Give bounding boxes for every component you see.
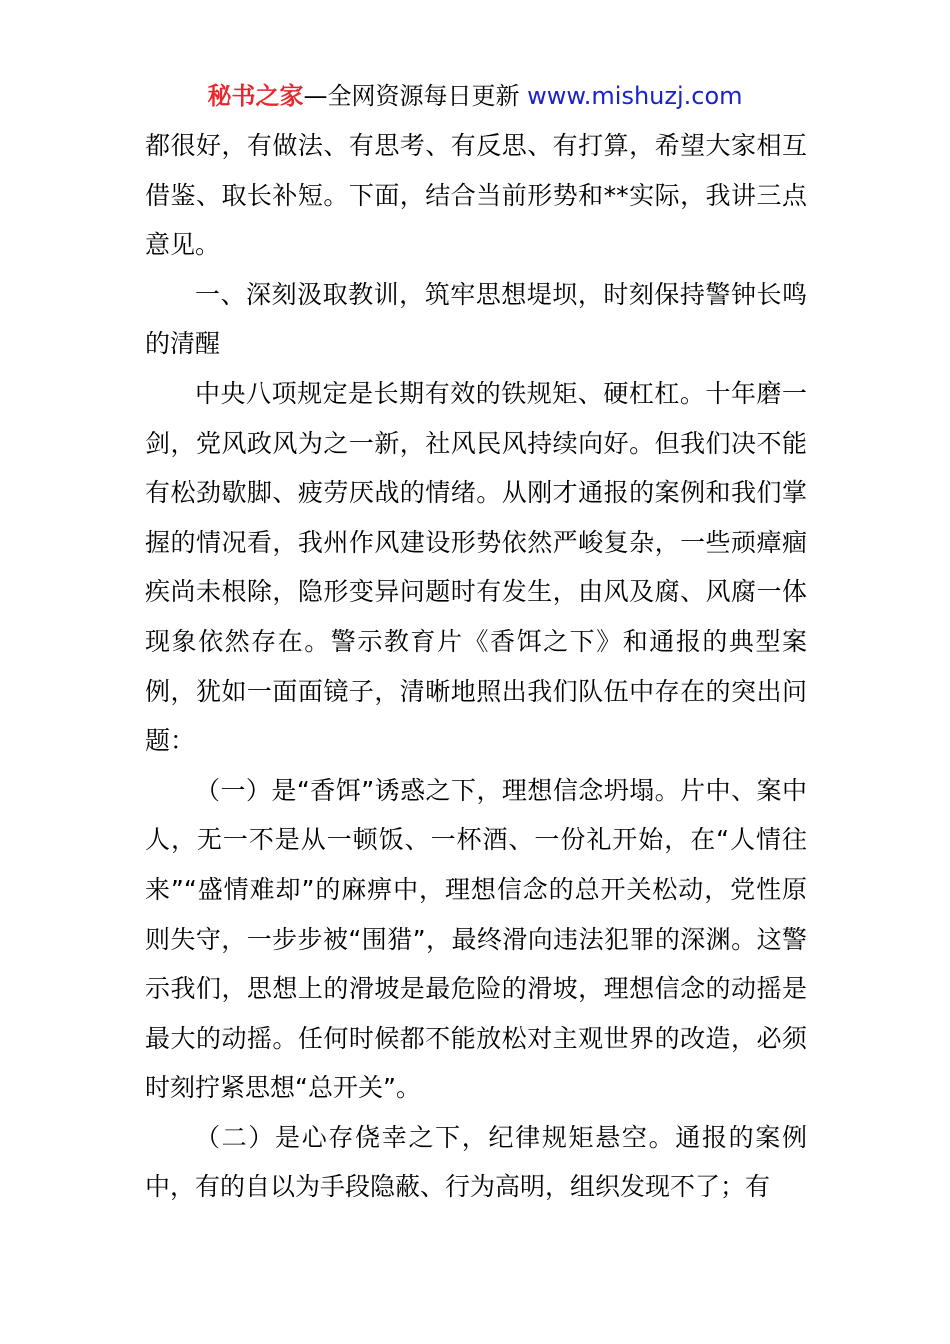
site-url[interactable]: www.mishuzj.com <box>527 82 743 110</box>
paragraph-continuation: 都很好，有做法、有思考、有反思、有打算，希望大家相互借鉴、取长补短。下面，结合当前形势和**实际，我讲三点意见。 <box>145 131 807 260</box>
paragraph: （一）是“香饵”诱惑之下，理想信念坍塌。片中、案中人，无一不是从一顿饭、一杯酒、一份礼开始，在“人情往来”“盛情难却”的麻痹中，理想信念的总开关松动，党性原则失守，一步步被“围猎”，最终滑向违法犯罪的深渊。这警示我们，思想上的滑坡是最危险的滑坡，理想信念的动摇是最大的动摇。任何时候都不能放松对主观世界的改造，必须时刻拧紧思想“总开关”。 <box>145 775 807 1103</box>
section-heading: 一、深刻汲取教训，筑牢思想堤坝，时刻保持警钟长鸣的清醒 <box>145 279 807 359</box>
header-tagline: —全网资源每日更新 <box>303 82 520 110</box>
document-body <box>145 121 807 1212</box>
paragraph: （二）是心存侥幸之下，纪律规矩悬空。通报的案例中，有的自以为手段隐蔽、行为高明，组织发现不了；有 <box>145 1122 807 1202</box>
paragraph: 中央八项规定是长期有效的铁规矩、硬杠杠。十年磨一剑，党风政风为之一新，社风民风持续向好。但我们决不能有松劲歇脚、疲劳厌战的情绪。从刚才通报的案例和我们掌握的情况看，我州作风建设形势依然严峻复杂，一些顽瘴痼疾尚未根除，隐形变异问题时有发生，由风及腐、风腐一体现象依然存在。警示教育片《香饵之下》和通报的典型案例，犹如一面面镜子，清晰地照出我们队伍中存在的突出问题： <box>145 378 807 756</box>
page-header <box>0 80 950 112</box>
brand-name: 秘书之家 <box>207 82 304 110</box>
